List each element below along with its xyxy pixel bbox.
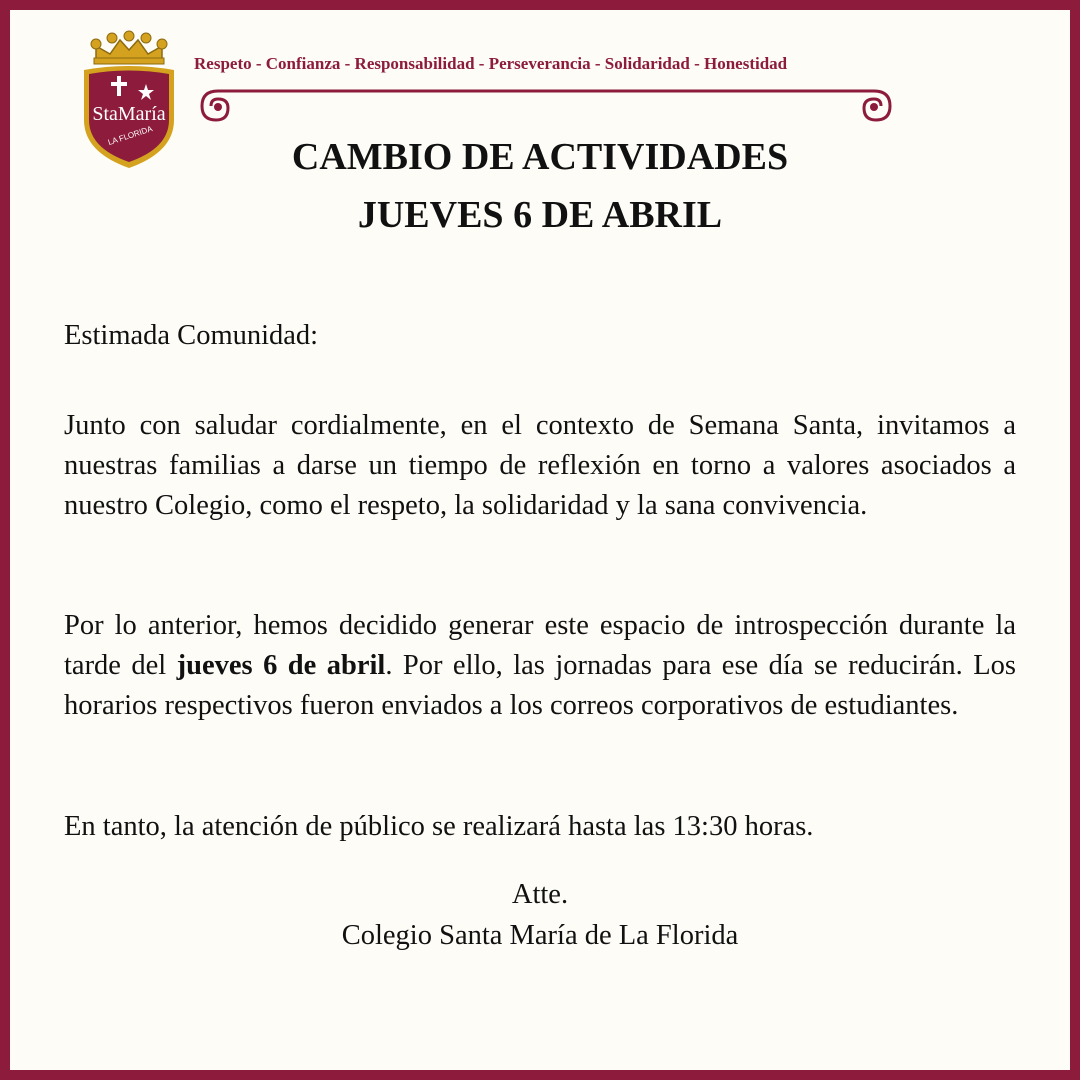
notice-page: [10, 10, 1070, 1070]
signature: Colegio Santa María de La Florida: [341, 920, 739, 951]
paragraph-attention-hours: En tanto, la atención de público se realizará hasta las 13:30 horas.: [64, 811, 814, 842]
greeting: Estimada Comunidad:: [64, 320, 319, 351]
values-line: Respeto - Confianza - Responsabilidad - Perseverancia - Solidaridad - Honestidad: [194, 54, 788, 73]
paragraph-schedule: [64, 606, 1016, 726]
paragraph-intro: Junto con saludar cordialmente, en el contexto de Semana Santa, invitamos a nuestras familias a darse un tiempo de reflexión en torno a valores asociados a nuestro Colegio, como el respeto, la solidaridad y la sana convivencia.: [64, 410, 1016, 521]
crest-name-text: StaMaría: [92, 103, 166, 125]
paragraph-schedule-start: Por lo anterior, hemos decidido generar este espacio de introspección durante la tarde del: [64, 610, 1016, 681]
notice-title: CAMBIO DE ACTIVIDADES: [291, 136, 789, 178]
closing: Atte.: [511, 879, 569, 910]
paragraph-schedule-end: . Por ello, las jornadas para ese día se reducirán. Los horarios respectivos fueron enviados a los correos corporativos de estudiantes.: [64, 650, 1017, 721]
notice-date-title: JUEVES 6 DE ABRIL: [357, 194, 723, 236]
ornament-divider-icon: [196, 86, 896, 130]
crest-sub-text: LA FLORIDA: [106, 124, 154, 148]
highlighted-date: jueves 6 de abril: [176, 650, 386, 681]
